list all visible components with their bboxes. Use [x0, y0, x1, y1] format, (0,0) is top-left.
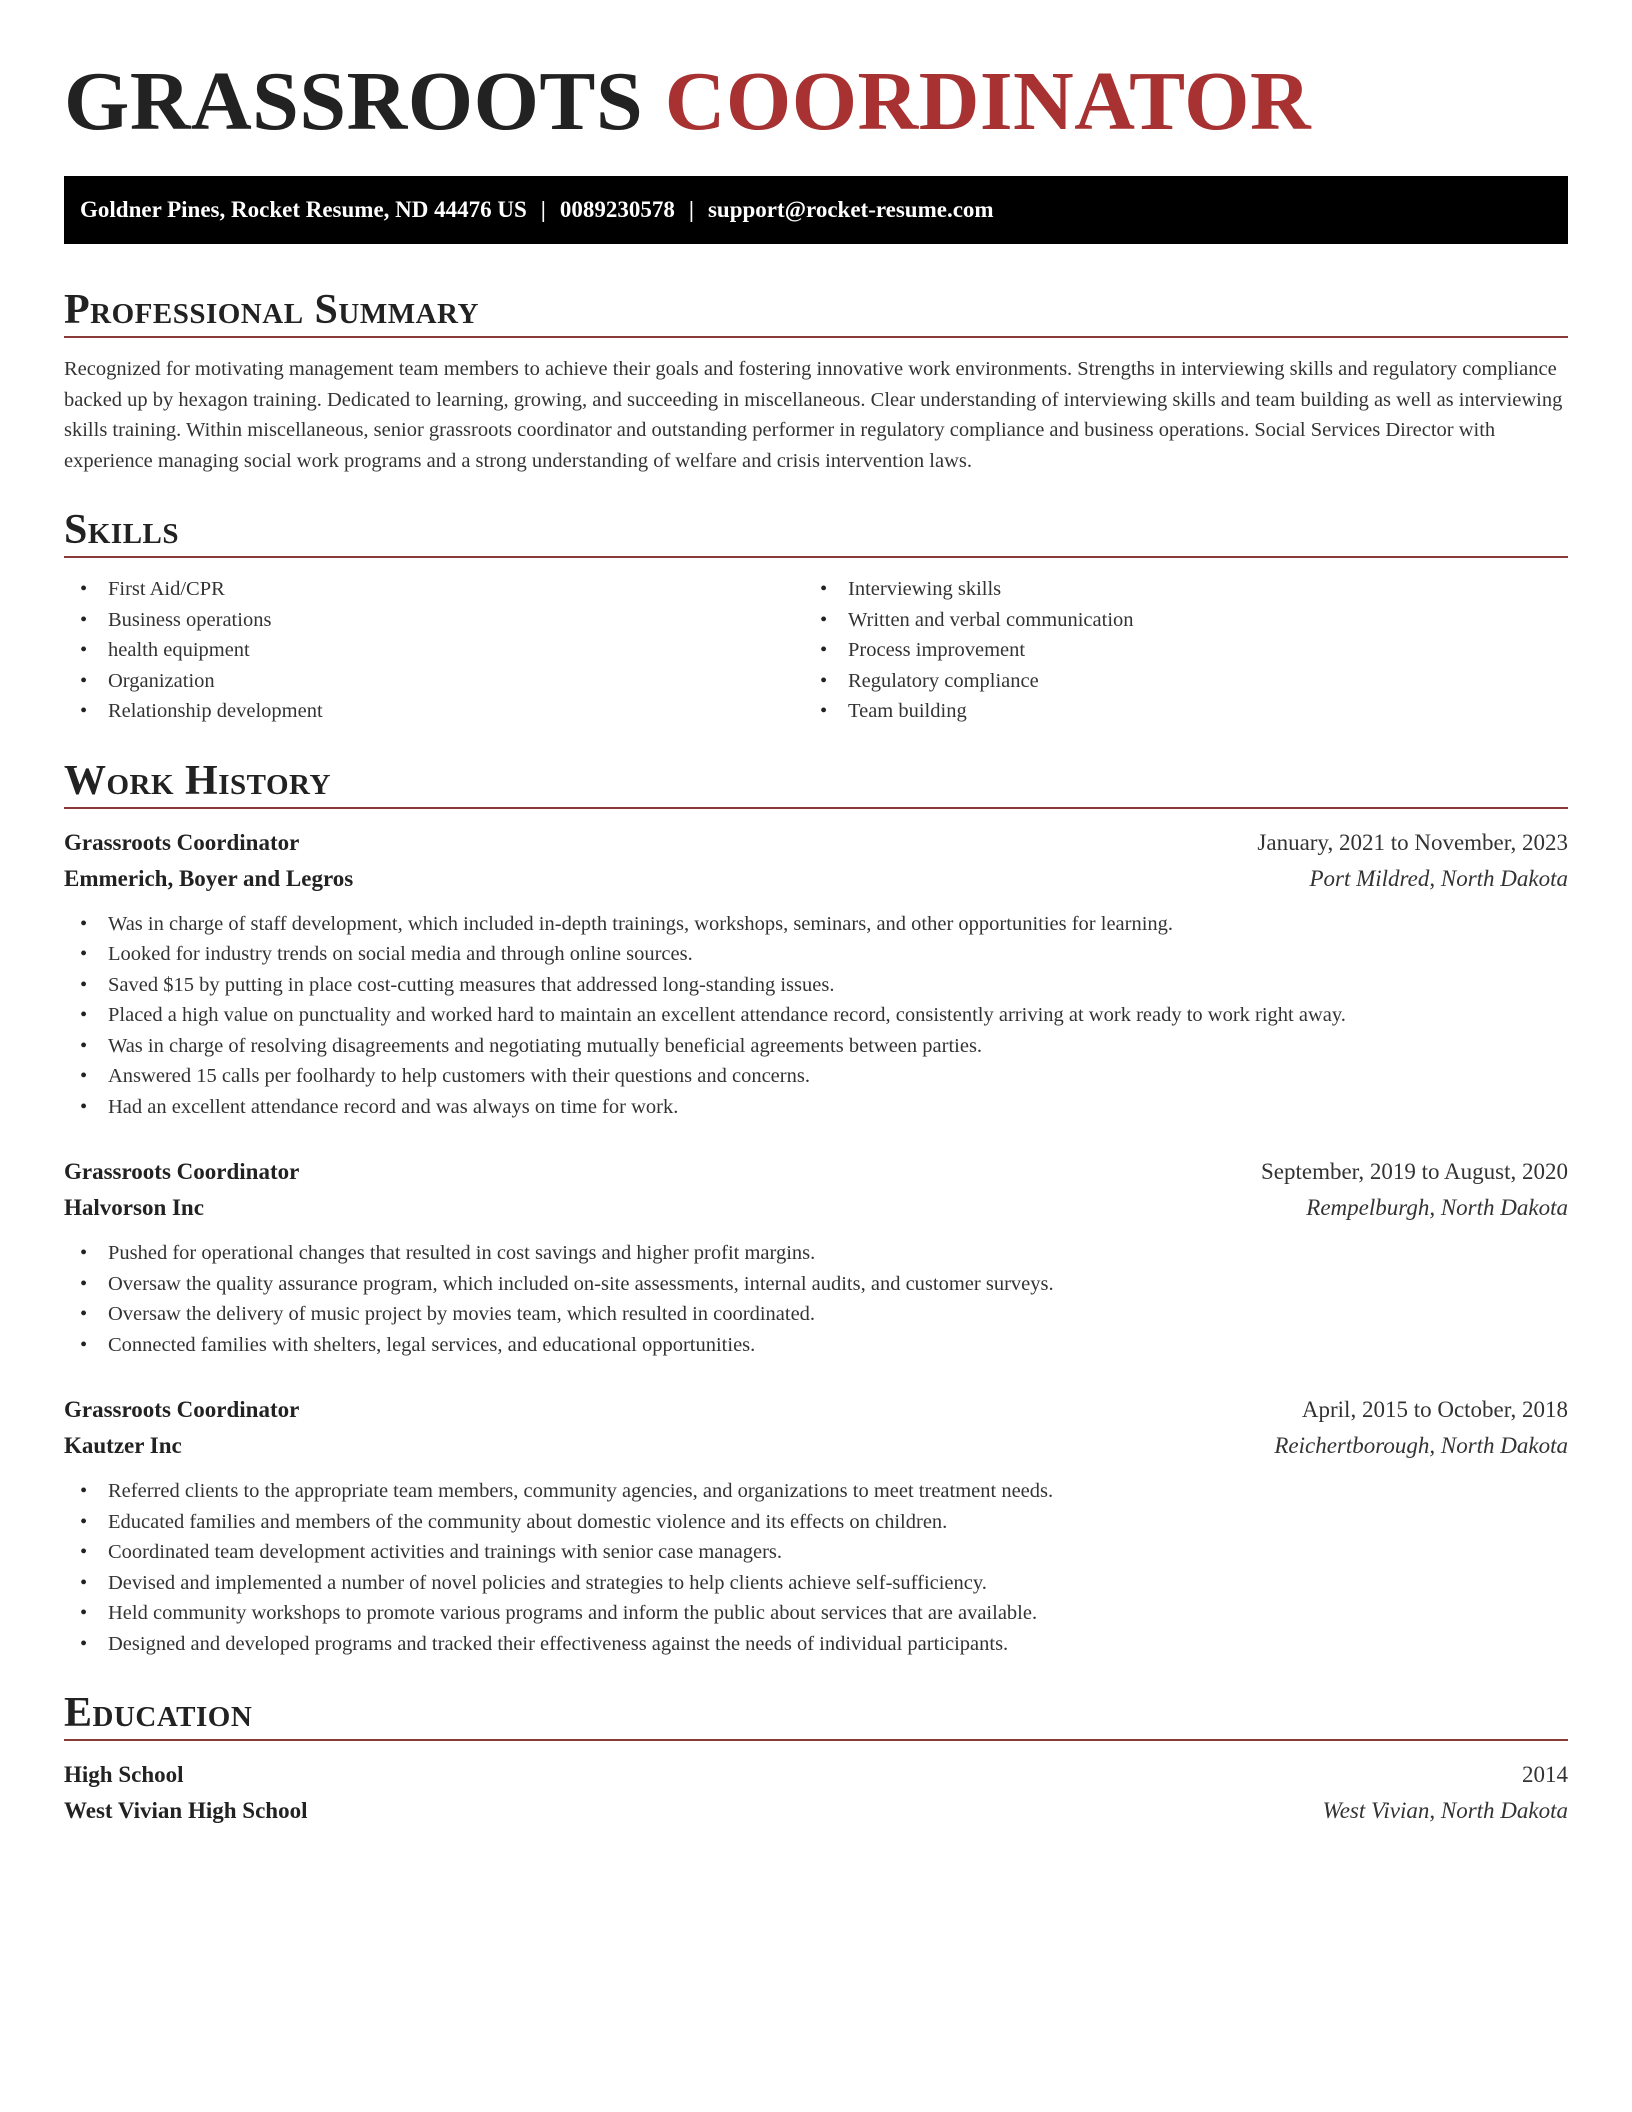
- job-entry: [64, 1392, 1568, 1659]
- education-school: West Vivian High School: [64, 1798, 308, 1823]
- job-title: Grassroots Coordinator: [64, 1397, 300, 1422]
- job-bullet: • Looked for industry trends on social media and through online sources.: [64, 939, 1568, 970]
- skills-list: [64, 574, 1568, 727]
- job-header: [64, 1392, 1568, 1428]
- job-location: Reichertborough, North Dakota: [1274, 1433, 1568, 1458]
- job-company: Kautzer Inc: [64, 1433, 182, 1458]
- job-bullet: • Held community workshops to promote various programs and inform the public about services that are available.: [64, 1598, 1568, 1629]
- job-bullet: • Had an excellent attendance record and was always on time for work.: [64, 1092, 1568, 1123]
- education-header: [64, 1757, 1568, 1793]
- contact-email: support@rocket-resume.com: [707, 197, 994, 222]
- name-first: GRASSROOTS: [64, 55, 644, 148]
- job-subheader: [64, 1428, 1568, 1464]
- contact-phone: 0089230578: [559, 197, 675, 222]
- work-history-heading: Work History: [64, 757, 331, 804]
- contact-separator: |: [688, 197, 694, 222]
- job-bullet: • Was in charge of staff development, which included in-depth trainings, workshops, seminars, and other opportunities for learning.: [64, 909, 1568, 940]
- section-divider: [64, 336, 1568, 338]
- job-dates: September, 2019 to August, 2020: [1260, 1159, 1568, 1184]
- skill-item: • First Aid/CPR: [64, 574, 804, 605]
- job-bullets: [64, 909, 1568, 1123]
- skills-column-left: [64, 574, 804, 727]
- education-subheader: [64, 1793, 1568, 1829]
- job-bullet: • Saved $15 by putting in place cost-cutting measures that addressed long-standing issues.: [64, 970, 1568, 1001]
- job-bullet: • Educated families and members of the community about domestic violence and its effects on children.: [64, 1507, 1568, 1538]
- job-bullet: • Coordinated team development activities and trainings with senior case managers.: [64, 1537, 1568, 1568]
- skill-item: • Process improvement: [804, 635, 1544, 666]
- job-title: Grassroots Coordinator: [64, 1159, 300, 1184]
- education-location: West Vivian, North Dakota: [1322, 1798, 1568, 1823]
- skills-column-right: [804, 574, 1544, 727]
- job-bullet: • Connected families with shelters, legal services, and educational opportunities.: [64, 1330, 1568, 1361]
- education-entry: [64, 1757, 1568, 1829]
- job-bullet: • Placed a high value on punctuality and worked hard to maintain an excellent attendance record, consistently arriving at work ready to work right away.: [64, 1000, 1568, 1031]
- job-bullets: [64, 1238, 1568, 1360]
- job-header: [64, 1154, 1568, 1190]
- job-entry: [64, 1154, 1568, 1360]
- job-location: Rempelburgh, North Dakota: [1306, 1195, 1568, 1220]
- job-bullet: • Referred clients to the appropriate team members, community agencies, and organizations to meet treatment needs.: [64, 1476, 1568, 1507]
- contact-address: Goldner Pines, Rocket Resume, ND 44476 US: [80, 197, 527, 222]
- name-last: COORDINATOR: [664, 55, 1312, 148]
- job-location: Port Mildred, North Dakota: [1309, 865, 1568, 891]
- contact-bar: [64, 176, 1568, 244]
- section-divider: [64, 556, 1568, 558]
- skill-item: • health equipment: [64, 635, 804, 666]
- skill-item: • Relationship development: [64, 696, 804, 727]
- job-dates: April, 2015 to October, 2018: [1301, 1397, 1568, 1422]
- job-bullet: • Oversaw the delivery of music project by movies team, which resulted in coordinated.: [64, 1299, 1568, 1330]
- section-divider: [64, 807, 1568, 809]
- job-company: Emmerich, Boyer and Legros: [64, 865, 354, 891]
- job-bullet: • Oversaw the quality assurance program, which included on-site assessments, internal audits, and customer surveys.: [64, 1269, 1568, 1300]
- education-heading: Education: [64, 1690, 253, 1736]
- job-subheader: [64, 861, 1568, 897]
- summary-text: Recognized for motivating management team members to achieve their goals and fostering innovative work environments. Strengths in interviewing skills and regulatory compliance backed up by hexagon training. Dedicated to learning, growing, and succeeding in miscellaneous. Clear understanding of interviewing skills and team building as well as interviewing skills training. Within miscellaneous, senior grassroots coordinator and outstanding performer in regulatory compliance and business operations. Social Services Director with experience managing social work programs and a strong understanding of welfare and crisis intervention laws.: [64, 358, 1563, 472]
- job-title: Grassroots Coordinator: [64, 829, 300, 855]
- section-divider: [64, 1739, 1568, 1741]
- job-bullet: • Devised and implemented a number of novel policies and strategies to help clients achieve self-sufficiency.: [64, 1568, 1568, 1599]
- job-subheader: [64, 1190, 1568, 1226]
- education-degree: High School: [64, 1762, 184, 1787]
- summary-heading: Professional Summary: [64, 287, 479, 333]
- contact-separator: |: [540, 197, 546, 222]
- skill-item: • Business operations: [64, 605, 804, 636]
- skill-item: • Interviewing skills: [804, 574, 1544, 605]
- skill-item: • Team building: [804, 696, 1544, 727]
- skill-item: • Organization: [64, 666, 804, 697]
- job-bullets: [64, 1476, 1568, 1659]
- job-bullet: • Was in charge of resolving disagreements and negotiating mutually beneficial agreements between parties.: [64, 1031, 1568, 1062]
- job-bullet: • Designed and developed programs and tracked their effectiveness against the needs of individual participants.: [64, 1629, 1568, 1660]
- job-company: Halvorson Inc: [64, 1195, 204, 1220]
- job-entry: [64, 825, 1568, 1123]
- skill-item: • Regulatory compliance: [804, 666, 1544, 697]
- resume-page: [64, 0, 1568, 1829]
- job-bullet: • Answered 15 calls per foolhardy to help customers with their questions and concerns.: [64, 1061, 1568, 1092]
- resume-name: [64, 0, 1568, 148]
- skills-heading: Skills: [64, 507, 180, 553]
- job-bullet: • Pushed for operational changes that resulted in cost savings and higher profit margins.: [64, 1238, 1568, 1269]
- skill-item: • Written and verbal communication: [804, 605, 1544, 636]
- job-header: [64, 825, 1568, 861]
- education-year: 2014: [1522, 1762, 1568, 1787]
- job-dates: January, 2021 to November, 2023: [1257, 829, 1568, 855]
